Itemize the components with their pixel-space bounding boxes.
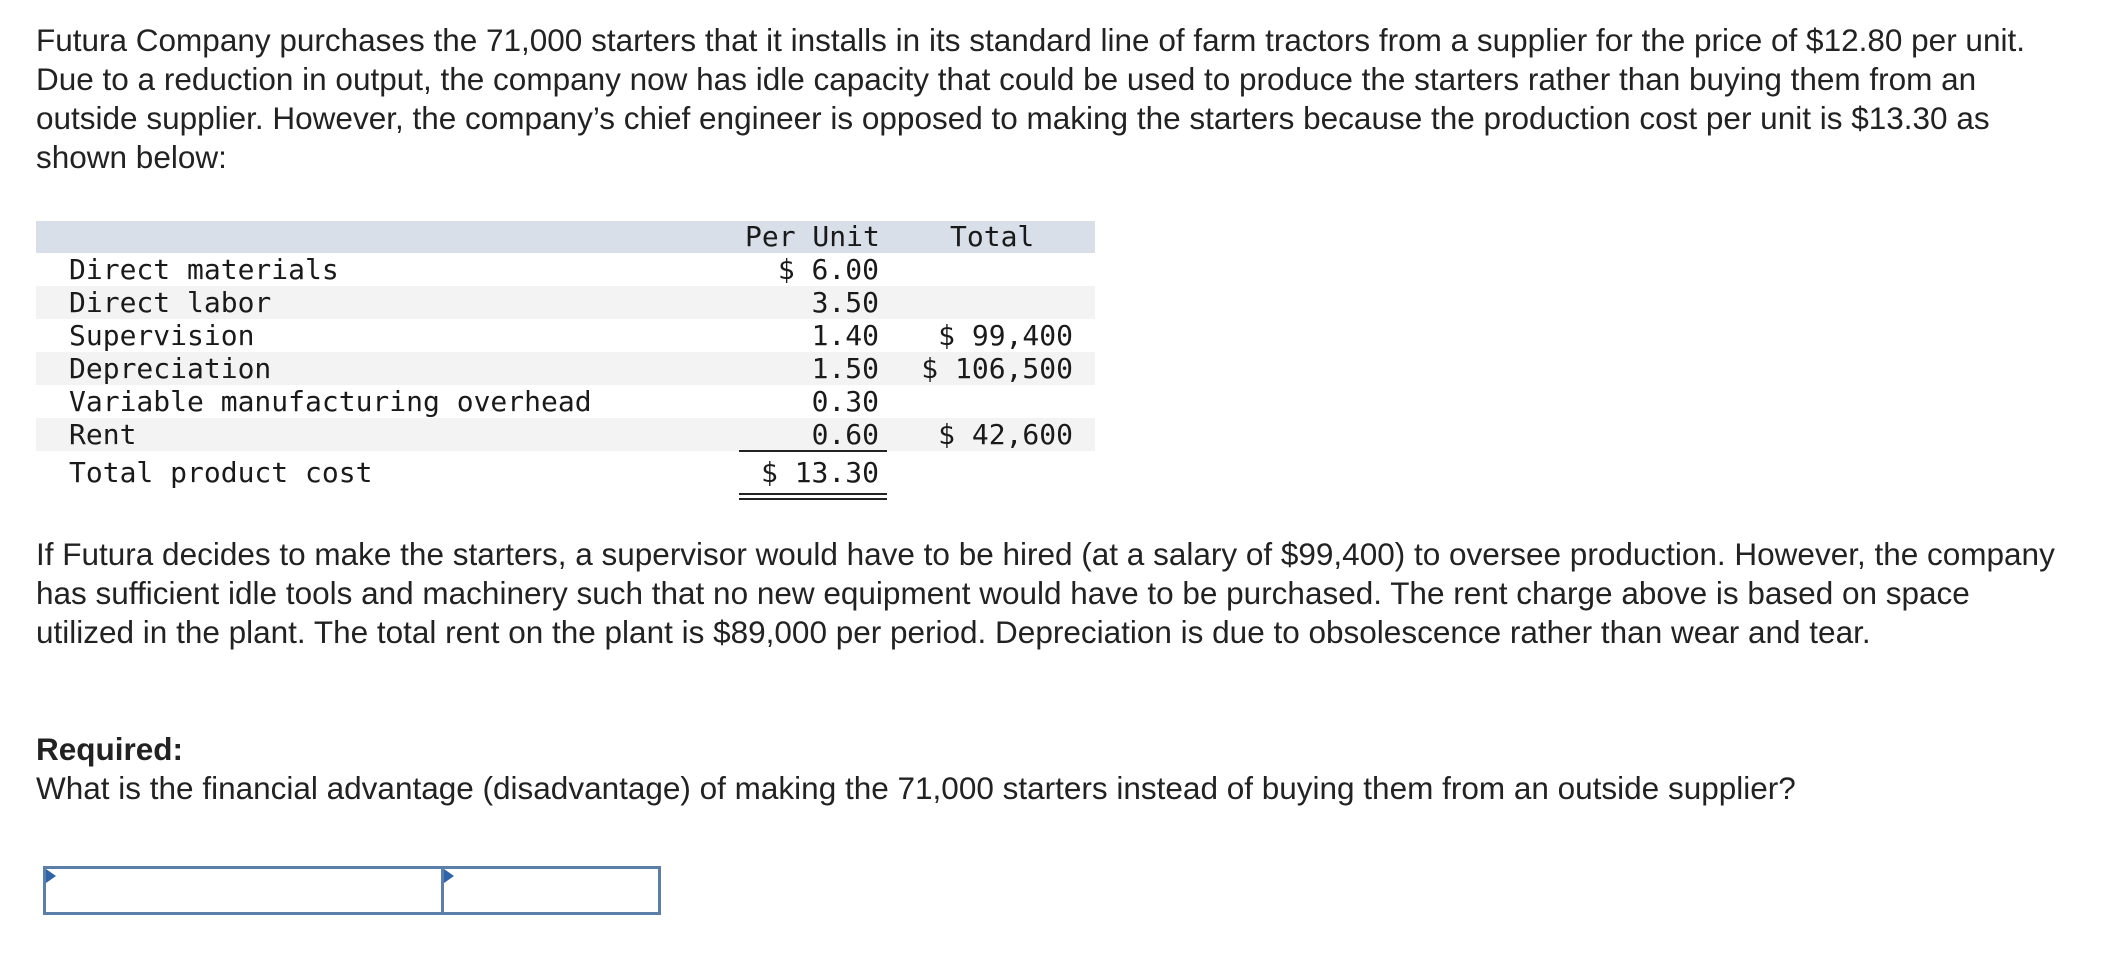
row-per-unit: 1.40 <box>811 319 879 352</box>
table-row <box>36 385 1095 418</box>
row-total: $ 42,600 <box>938 418 1073 451</box>
row-label: Variable manufacturing overhead <box>69 385 592 418</box>
table-row <box>36 352 1095 385</box>
row-label: Depreciation <box>69 352 272 385</box>
row-total: $ 106,500 <box>921 352 1073 385</box>
row-label: Direct materials <box>69 253 339 286</box>
total-double-underline-top <box>739 493 887 495</box>
required-question: What is the financial advantage (disadvantage) of making the 71,000 starters instead of buying them from an outside supplier? <box>36 770 1796 806</box>
table-row <box>36 286 1095 319</box>
row-per-unit: $ 6.00 <box>777 253 879 286</box>
row-total: $ 99,400 <box>938 319 1073 352</box>
input-marker-icon <box>444 869 454 883</box>
table-row <box>36 319 1095 352</box>
cost-table <box>36 221 1095 495</box>
problem-intro-text: Futura Company purchases the 71,000 starters that it installs in its standard line of farm tractors from a supplier for the price of $12.80 per unit. Due to a reduction in output, the company now has idle capacity that could be used to produce the starters rather than buying them from an outside supplier. However, the company’s chief engineer is opposed to making the starters because the production cost per unit is $13.30 as shown below: <box>36 22 2025 175</box>
answer-label-input[interactable] <box>43 866 445 915</box>
total-per-unit: $ 13.30 <box>760 456 879 489</box>
total-label: Total product cost <box>69 456 373 489</box>
total-double-underline-bottom <box>739 498 887 500</box>
answer-amount-input[interactable] <box>441 866 661 915</box>
row-per-unit: 0.30 <box>811 385 879 418</box>
row-label: Supervision <box>69 319 255 352</box>
table-header-row <box>36 221 1095 253</box>
problem-details-text: If Futura decides to make the starters, a supervisor would have to be hired (at a salary of $99,400) to oversee production. However, the company has sufficient idle tools and machinery such that no new equipment would have to be purchased. The rent charge above is based on space utilized in the plant. The total rent on the plant is $89,000 per period. Depreciation is due to obsolescence rather than wear and tear. <box>36 536 2055 650</box>
row-per-unit: 0.60 <box>811 418 879 451</box>
required-heading: Required: <box>36 731 184 767</box>
header-per-unit: Per Unit <box>745 220 880 253</box>
total-row <box>36 451 1095 495</box>
row-label: Direct labor <box>69 286 272 319</box>
header-total: Total <box>950 220 1035 253</box>
row-label: Rent <box>69 418 137 451</box>
input-marker-icon <box>46 869 56 883</box>
row-per-unit: 3.50 <box>811 286 879 319</box>
table-row <box>36 253 1095 286</box>
table-row <box>36 418 1095 451</box>
row-per-unit: 1.50 <box>811 352 879 385</box>
